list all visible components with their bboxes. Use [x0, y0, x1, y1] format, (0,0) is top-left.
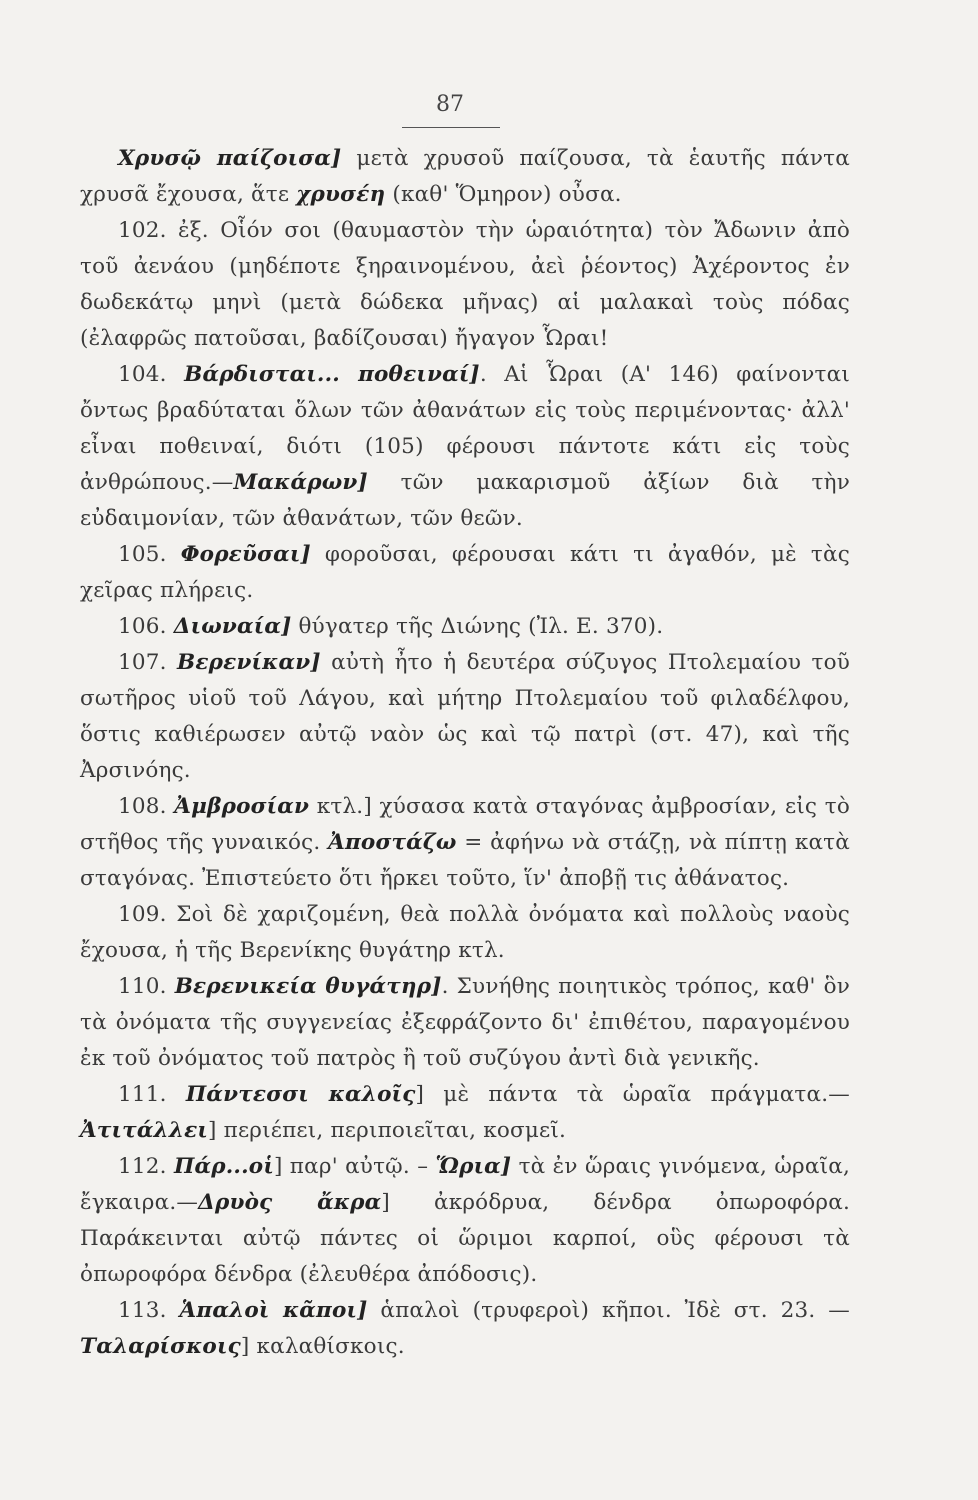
commentary-paragraph [80, 609, 850, 645]
gloss-text: 106. [118, 614, 174, 639]
commentary-paragraph [80, 141, 850, 213]
lemma-headword: Ἀτιτάλλει [80, 1118, 208, 1143]
gloss-text: ] μὲ πάντα τὰ ὡραῖα πράγματα.— [415, 1082, 850, 1107]
commentary-paragraph [80, 537, 850, 609]
lemma-headword: Βερενίκαν] [177, 650, 321, 675]
gloss-text: 107. [118, 650, 178, 675]
lemma-headword: χρυσέη [296, 182, 386, 207]
lemma-headword: Βάρδισται... ποθειναί] [184, 362, 480, 387]
gloss-text: (καθ' Ὅμηρον) οὖσα. [385, 182, 622, 207]
lemma-headword: Ἁπαλοὶ κᾶποι] [179, 1298, 368, 1323]
gloss-text: 112. [118, 1154, 174, 1179]
gloss-text: ] περιέπει, περιποιεῖται, κοσμεῖ. [208, 1118, 567, 1143]
lemma-headword: Πάντεσσι καλοῖς [185, 1082, 416, 1107]
gloss-text: ] καλαθίσκοις. [240, 1334, 405, 1359]
commentary-text [80, 141, 850, 1365]
gloss-text: 105. [118, 542, 181, 567]
lemma-headword: Πάρ...οἱ [173, 1154, 274, 1179]
gloss-text: ] παρ' αὐτῷ. – [273, 1154, 436, 1179]
lemma-headword: Φορεῦσαι] [180, 542, 311, 567]
gloss-text: 108. [118, 794, 175, 819]
lemma-headword: Ἀποστάζω [328, 830, 457, 855]
gloss-text: μετὰ χρυσοῦ παίζουσα, τὰ ἑαυτῆς πάντα χρυσᾶ ἔχουσα, ἅτε [80, 146, 850, 207]
gloss-text: τῶν μακαρισμοῦ ἀξίων διὰ τὴν εὐδαιμονίαν, τῶν ἀθανάτων, τῶν θεῶν. [80, 470, 850, 531]
gloss-text: 102. ἐξ. Οἷόν σοι (θαυμαστὸν τὴν ὡραιότητα) τὸν Ἄδωνιν ἀπὸ τοῦ ἀενάου (μηδέποτε ξηραινομένου, ἀεὶ ῥέοντος) Ἀχέροντος ἐν δωδεκάτῳ μηνὶ (μετὰ δώδεκα μῆνας) αἱ μαλακαὶ τοὺς πόδας (ἐλαφρῶς πατοῦσαι, βαδίζουσαι) ἤγαγον Ὧραι! [80, 218, 850, 351]
gloss-text: κτλ.] χύσασα κατὰ σταγόνας ἀμβροσίαν, εἰς τὸ στῆθος τῆς γυναικός. [80, 794, 850, 855]
lemma-headword: Χρυσῷ παίζοισα] [118, 146, 342, 171]
gloss-text: αὐτὴ ἦτο ἡ δευτέρα σύζυγος Πτολεμαίου τοῦ σωτῆρος υἱοῦ τοῦ Λάγου, καὶ μήτηρ Πτολεμαίου τοῦ φιλαδέλφου, ὅστις καθιέρωσεν αὐτῷ ναὸν ὡς καὶ τῷ πατρὶ (στ. 47), καὶ τῆς Ἀρσινόης. [80, 650, 850, 783]
commentary-paragraph [80, 897, 850, 969]
lemma-headword: Διωναία] [173, 614, 292, 639]
lemma-headword: Μακάρων] [233, 470, 368, 495]
lemma-headword: Ὥρια] [435, 1154, 512, 1179]
gloss-text: 109. Σοὶ δὲ χαριζομένη, θεὰ πολλὰ ὀνόματα καὶ πολλοὺς ναοὺς ἔχουσα, ἡ τῆς Βερενίκης θυγάτηρ κτλ. [80, 902, 850, 963]
gloss-text: 104. [118, 362, 185, 387]
commentary-paragraph [80, 357, 850, 537]
gloss-text: . Αἱ Ὧραι (Α' 146) φαίνονται ὄντως βραδύταται ὅλων τῶν ἀθανάτων εἰς τοὺς περιμένοντας· ἀλλ' εἶναι ποθειναί, διότι (105) φέρουσι πάντοτε κάτι εἰς τοὺς ἀνθρώπους.— [80, 362, 850, 495]
commentary-paragraph [80, 969, 850, 1077]
commentary-paragraph [80, 1293, 850, 1365]
gloss-text: φοροῦσαι, φέρουσαι κάτι τι ἀγαθόν, μὲ τὰς χεῖρας πλήρεις. [80, 542, 850, 603]
commentary-paragraph [80, 1077, 850, 1149]
commentary-paragraph [80, 213, 850, 357]
gloss-text: ] ἀκρόδρυα, δένδρα ὀπωροφόρα. Παράκεινται αὐτῷ πάντες οἱ ὥριμοι καρποί, οὓς φέρουσι τὰ ὀπωροφόρα δένδρα (ἐλευθέρα ἀπόδοσις). [80, 1190, 850, 1287]
gloss-text: = ἀφήνω νὰ στάζῃ, νὰ πίπτῃ κατὰ σταγόνας. Ἐπιστεύετο ὅτι ἤρκει τοῦτο, ἵν' ἀποβῇ τις ἀθάνατος. [80, 830, 850, 891]
lemma-headword: Ἀμβροσίαν [174, 794, 310, 819]
lemma-headword: Δρυὸς ἄκρα [198, 1190, 382, 1215]
gloss-text: . Συνήθης ποιητικὸς τρόπος, καθ' ὃν τὰ ὀνόματα τῆς συγγενείας ἐξεφράζοντο δι' ἐπιθέτου, παραγομένου ἐκ τοῦ ὀνόματος τοῦ πατρὸς ἢ τοῦ συζύγου ἀντὶ διὰ γενικῆς. [80, 974, 850, 1071]
gloss-text: ἁπαλοὶ (τρυφεροὶ) κῆποι. Ἰδὲ στ. 23. — [367, 1298, 850, 1323]
lemma-headword: Ταλαρίσκοις [80, 1334, 241, 1359]
gloss-text: 110. [118, 974, 175, 999]
gloss-text: 111. [118, 1082, 186, 1107]
gloss-text: τὰ ἐν ὥραις γινόμενα, ὡραῖα, ἔγκαιρα.— [80, 1154, 850, 1215]
commentary-paragraph [80, 1149, 850, 1293]
commentary-paragraph [80, 645, 850, 789]
page-number: 87 [436, 92, 464, 117]
gloss-text: θύγατερ τῆς Διώνης (Ἰλ. Ε. 370). [291, 614, 664, 639]
commentary-paragraph [80, 789, 850, 897]
gloss-text: 113. [118, 1298, 180, 1323]
page-number-rule [402, 127, 500, 128]
lemma-headword: Βερενικεία θυγάτηρ] [174, 974, 442, 999]
